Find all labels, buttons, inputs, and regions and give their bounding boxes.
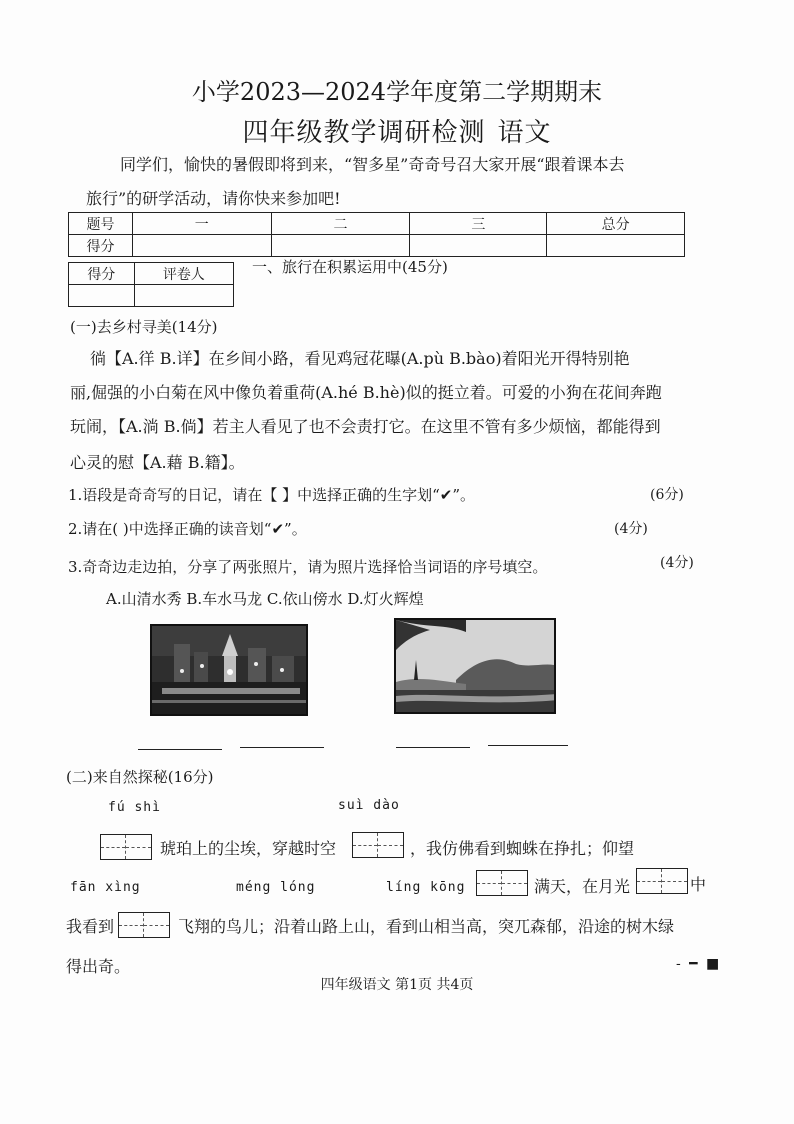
writing-cell[interactable] bbox=[637, 869, 662, 893]
night-city-photo bbox=[150, 624, 308, 716]
question-1: 1.语段是奇奇写的日记，请在【 】中选择正确的生字划“✔”。 bbox=[68, 486, 475, 504]
grader-header-cell: 评卷人 bbox=[134, 263, 233, 285]
passage-line: 徜【A.徉 B.详】在乡间小路，看见鸡冠花曝(A.pù B.bào)着阳光开得特别艳 bbox=[90, 349, 630, 368]
grader-name-cell[interactable] bbox=[134, 285, 233, 307]
text-line2-a: 满天，在月光 bbox=[534, 877, 631, 896]
text-line3-b: 飞翔的鸟儿；沿着山路上山，看到山相当高，突兀森郁，沿途的树木绿 bbox=[178, 917, 675, 936]
exam-subject: 语文 bbox=[497, 118, 552, 148]
writing-cell[interactable] bbox=[477, 871, 502, 895]
score-cell[interactable] bbox=[271, 235, 410, 257]
score-header-cell: 三 bbox=[410, 213, 547, 235]
exam-title-line1: 小学2023—2024学年度第二学期期末 bbox=[191, 78, 603, 106]
writing-cell[interactable] bbox=[662, 869, 687, 893]
answer-blank[interactable] bbox=[240, 746, 324, 748]
writing-grid[interactable] bbox=[636, 868, 688, 894]
pinyin-prompt: fú shì bbox=[108, 800, 161, 815]
page-mark: - ━ ■ bbox=[676, 956, 722, 972]
score-header-cell: 二 bbox=[271, 213, 410, 235]
question-1-points: (6分) bbox=[650, 487, 684, 503]
pinyin-prompt: fān xìng bbox=[70, 880, 141, 895]
text-line3-a: 我看到 bbox=[66, 917, 115, 936]
score-header-cell: 总分 bbox=[547, 213, 685, 235]
writing-grid[interactable] bbox=[352, 832, 404, 858]
question-3: 3.奇奇边走边拍，分享了两张照片，请为照片选择恰当词语的序号填空。 bbox=[68, 558, 548, 576]
score-row-label: 得分 bbox=[69, 235, 133, 257]
word-options: A.山清水秀 B.车水马龙 C.依山傍水 D.灯火辉煌 bbox=[106, 590, 424, 608]
score-table-header-row bbox=[69, 213, 685, 235]
answer-blank[interactable] bbox=[138, 748, 222, 750]
pinyin-prompt: líng kōng bbox=[386, 880, 466, 895]
score-cell[interactable] bbox=[547, 235, 685, 257]
part1-title: (一)去乡村寻美(14分) bbox=[70, 318, 218, 336]
score-table-score-row bbox=[69, 235, 685, 257]
landscape-illustration bbox=[396, 620, 556, 714]
score-header-cell: 题号 bbox=[69, 213, 133, 235]
grader-score-cell[interactable] bbox=[69, 285, 135, 307]
pinyin-prompt: suì dào bbox=[338, 798, 400, 813]
writing-grid[interactable] bbox=[476, 870, 528, 896]
passage-line: 丽,倔强的小白菊在风中像负着重荷(A.hé B.hè)似的挺立着。可爱的小狗在花间奔跑 bbox=[70, 383, 662, 402]
answer-blank[interactable] bbox=[396, 746, 470, 748]
part2-title: (二)来自然探秘(16分) bbox=[66, 768, 214, 786]
grader-table bbox=[68, 262, 234, 307]
score-header-cell: 一 bbox=[132, 213, 271, 235]
grader-header-cell: 得分 bbox=[69, 263, 135, 285]
score-table bbox=[68, 212, 685, 257]
question-2: 2.请在( )中选择正确的读音划“✔”。 bbox=[68, 520, 307, 538]
writing-cell[interactable] bbox=[119, 913, 144, 937]
writing-cell[interactable] bbox=[126, 835, 151, 859]
text-line1-a: 琥珀上的尘埃，穿越时空 bbox=[160, 839, 337, 858]
writing-grid[interactable] bbox=[118, 912, 170, 938]
writing-cell[interactable] bbox=[144, 913, 169, 937]
grader-input-row bbox=[69, 285, 234, 307]
pinyin-prompt: méng lóng bbox=[236, 880, 316, 895]
night-city-illustration bbox=[152, 626, 308, 716]
writing-cell[interactable] bbox=[502, 871, 527, 895]
score-cell[interactable] bbox=[410, 235, 547, 257]
question-3-points: (4分) bbox=[660, 555, 694, 571]
passage-line: 心灵的慰【A.藉 B.籍】。 bbox=[70, 453, 245, 472]
exam-title-main: 四年级教学调研检测 bbox=[242, 118, 486, 148]
mountain-river-photo bbox=[394, 618, 556, 714]
answer-blank[interactable] bbox=[488, 744, 568, 746]
page-footer: 四年级语文 第1页 共4页 bbox=[320, 977, 474, 993]
question-2-points: (4分) bbox=[614, 521, 648, 537]
text-line4: 得出奇。 bbox=[66, 957, 131, 976]
writing-grid[interactable] bbox=[100, 834, 152, 860]
intro-line1: 同学们，愉快的暑假即将到来，“智多星”奇奇号召大家开展“跟着课本去 bbox=[120, 155, 625, 174]
exam-title-line2 bbox=[0, 112, 794, 149]
writing-cell[interactable] bbox=[101, 835, 126, 859]
text-line1-b: ，我仿佛看到蜘蛛在挣扎；仰望 bbox=[410, 839, 635, 858]
writing-cell[interactable] bbox=[353, 833, 378, 857]
passage-line: 玩闹，【A.淌 B.倘】若主人看见了也不会责打它。在这里不管有多少烦恼，都能得到 bbox=[70, 417, 661, 436]
writing-cell[interactable] bbox=[378, 833, 403, 857]
text-line2-b: 中 bbox=[690, 875, 707, 894]
intro-line2: 旅行”的研学活动，请你快来参加吧! bbox=[86, 189, 341, 208]
section1-title: 一、旅行在积累运用中(45分) bbox=[252, 258, 448, 276]
grader-header-row bbox=[69, 263, 234, 285]
score-cell[interactable] bbox=[132, 235, 271, 257]
